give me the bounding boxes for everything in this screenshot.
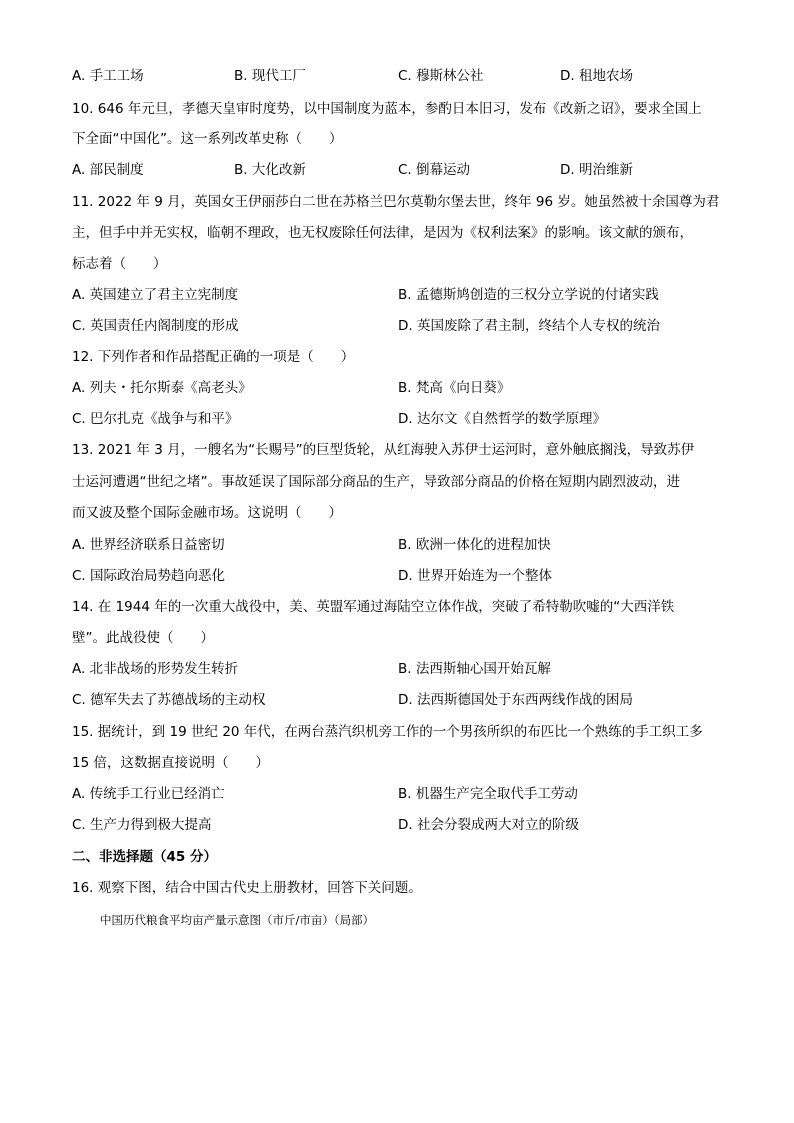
q15-option-b[interactable]: B. 机器生产完全取代手工劳动 [398, 786, 578, 802]
q15-stem-line-2: 15 倍，这数据直接说明（ ） [72, 755, 269, 771]
q14-option-d[interactable]: D. 法西斯德国处于东西两线作战的困局 [398, 692, 633, 708]
q16-stem-line-1: 16. 观察下图，结合中国古代史上册教材，回答下关问题。 [72, 880, 422, 896]
q9-option-c[interactable]: C. 穆斯林公社 [398, 68, 484, 84]
q13-option-c[interactable]: C. 国际政治局势趋向恶化 [72, 568, 226, 584]
q13-option-b[interactable]: B. 欧洲一体化的进程加快 [398, 537, 551, 553]
q10-option-c[interactable]: C. 倒幕运动 [398, 162, 471, 178]
q15-option-c[interactable]: C. 生产力得到极大提高 [72, 817, 212, 833]
q9-option-a[interactable]: A. 手工工场 [72, 68, 144, 84]
q10-stem-line-2: 下全面“中国化”。这一系列改革史称（ ） [72, 131, 343, 147]
q12-stem-line-1: 12. 下列作者和作品搭配正确的一项是（ ） [72, 349, 355, 365]
q10-option-d[interactable]: D. 明治维新 [560, 162, 633, 178]
q11-stem-line-3: 标志着（ ） [72, 256, 167, 272]
q12-option-c[interactable]: C. 巴尔扎克《战争与和平》 [72, 411, 239, 427]
q14-stem-line-1: 14. 在 1944 年的一次重大战役中，美、英盟军通过海陆空立体作战，突破了希特勒吹嘘的“大西洋铁 [72, 599, 675, 615]
q15-option-d[interactable]: D. 社会分裂成两大对立的阶级 [398, 817, 579, 833]
q12-option-b[interactable]: B. 梵高《向日葵》 [398, 380, 511, 396]
q13-option-d[interactable]: D. 世界开始连为一个整体 [398, 568, 552, 584]
q12-option-a[interactable]: A. 列夫・托尔斯泰《高老头》 [72, 380, 252, 396]
q9-option-d[interactable]: D. 租地农场 [560, 68, 633, 84]
q14-option-b[interactable]: B. 法西斯轴心国开始瓦解 [398, 661, 551, 677]
q10-option-a[interactable]: A. 部民制度 [72, 162, 144, 178]
figure-caption: 中国历代粮食平均亩产量示意图（市斤/市亩）（局部） [100, 913, 375, 927]
q11-stem-line-1: 11. 2022 年 9 月，英国女王伊丽莎白二世在苏格兰巴尔莫勒尔堡去世，终年 96 岁。她虽然被十余国尊为君 [72, 194, 720, 210]
q14-option-c[interactable]: C. 德军失去了苏德战场的主动权 [72, 692, 266, 708]
section-title-non-choice: 二、非选择题（45 分） [72, 849, 217, 865]
q13-stem-line-1: 13. 2021 年 3 月，一艘名为“长赐号”的巨型货轮，从红海驶入苏伊士运河时，意外触底搁浅，导致苏伊 [72, 442, 695, 458]
q11-option-b[interactable]: B. 孟德斯鸠创造的三权分立学说的付诸实践 [398, 287, 659, 303]
q10-option-b[interactable]: B. 大化改新 [234, 162, 306, 178]
q13-option-a[interactable]: A. 世界经济联系日益密切 [72, 537, 225, 553]
q15-option-a[interactable]: A. 传统手工行业已经消亡 [72, 786, 225, 802]
q11-option-a[interactable]: A. 英国建立了君主立宪制度 [72, 287, 239, 303]
q14-stem-line-2: 壁”。此战役使（ ） [72, 630, 214, 646]
q10-stem-line-1: 10. 646 年元旦，孝德天皇审时度势，以中国制度为蓝本，参酌日本旧习，发布《改新之诏》，要求全国上 [72, 101, 702, 117]
q14-option-a[interactable]: A. 北非战场的形势发生转折 [72, 661, 239, 677]
q11-option-c[interactable]: C. 英国责任内阁制度的形成 [72, 318, 239, 334]
q9-option-b[interactable]: B. 现代工厂 [234, 68, 306, 84]
q13-stem-line-2: 士运河遭遇“世纪之堵”。事故延误了国际部分商品的生产，导致部分商品的价格在短期内剧烈波动，进 [72, 474, 680, 490]
q12-option-d[interactable]: D. 达尔文《自然哲学的数学原理》 [398, 411, 606, 427]
q13-stem-line-3: 而又波及整个国际金融市场。这说明（ ） [72, 505, 342, 521]
q11-option-d[interactable]: D. 英国废除了君主制，终结个人专权的统治 [398, 318, 660, 334]
q11-stem-line-2: 主，但手中并无实权，临朝不理政，也无权废除任何法律，是因为《权利法案》的影响。该文献的颁布， [72, 225, 693, 241]
q15-stem-line-1: 15. 据统计，到 19 世纪 20 年代，在两台蒸汽织机旁工作的一个男孩所织的布匹比一个熟练的手工织工多 [72, 724, 703, 740]
